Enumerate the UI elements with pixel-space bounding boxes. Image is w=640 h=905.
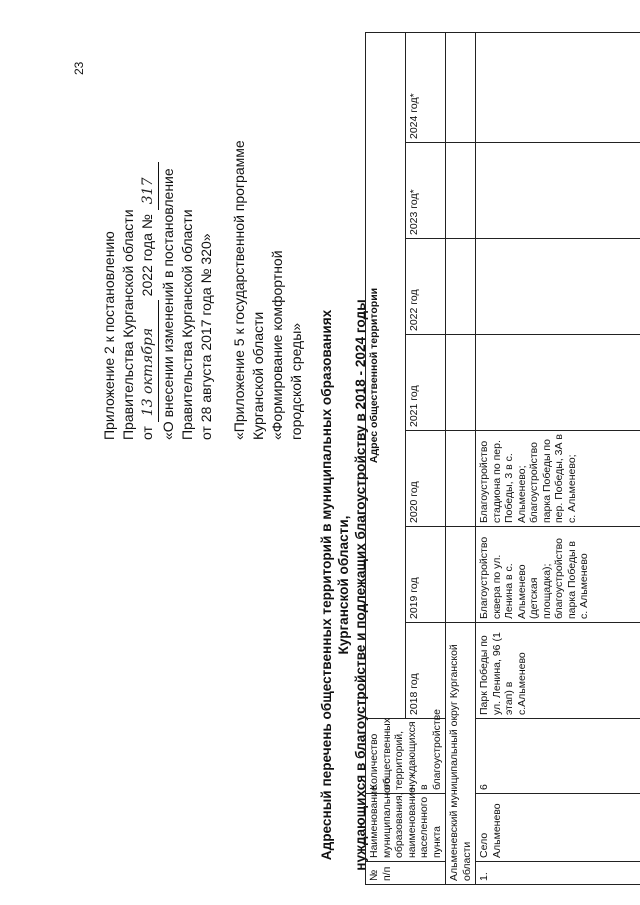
empty-cell — [446, 335, 476, 431]
table-row — [476, 32, 640, 884]
title-line: нуждающихся в благоустройстве и подлежащих благоустройству в 2018 - 2024 годы — [353, 299, 368, 871]
region-cell: Альменевский муниципальный округ Курганской области — [446, 623, 476, 885]
empty-cell — [446, 32, 476, 142]
handwritten-number: 317 — [139, 162, 159, 210]
header-address: Адрес общественной территории — [366, 32, 406, 718]
program-line: «Приложение 5 к государственной программе — [231, 140, 247, 440]
cell-count: 6 — [476, 719, 640, 794]
header-year: 2020 год — [406, 431, 446, 527]
header-row — [366, 32, 406, 884]
appendix-line: от 28 августа 2017 года № 320» — [198, 233, 214, 440]
header-year: 2021 год — [406, 335, 446, 431]
cell-2020: Благоустройство стадиона по пер. Победы, 3 в с. Альменево; благоустройство парка Победы по пер. Победы, 3А в с. Альменево; — [476, 431, 640, 527]
region-row — [446, 32, 476, 884]
empty-cell — [446, 527, 476, 623]
appendix-block — [100, 10, 306, 440]
cell-2018: Парк Победы по ул. Ленина, 96 (1 этап) в с.Альменево — [476, 623, 640, 719]
empty-cell — [446, 431, 476, 527]
header-num: № п/п — [366, 862, 446, 885]
header-year: 2019 год — [406, 527, 446, 623]
cell-2022 — [476, 239, 640, 335]
cell-num: 1. — [476, 862, 640, 885]
header-year: 2022 год — [406, 239, 446, 335]
territory-table — [365, 32, 640, 885]
cell-name: Село Альменево — [476, 794, 640, 862]
cell-2019: Благоустройство сквера по ул. Ленина в с. Альменево (детская площадка); благоустройство парка Победы в с. Альменево — [476, 527, 640, 623]
header-year: 2024 год* — [406, 32, 446, 142]
program-line: «Формирование комфортной — [269, 250, 285, 440]
date-year: 2022 года № — [139, 214, 155, 297]
title-line: Адресный перечень общественных территорий в муниципальных образованиях Курганской области, — [319, 309, 351, 861]
handwritten-date: 13 октября — [139, 300, 159, 422]
program-line: Курганской области — [250, 311, 266, 440]
cell-2021 — [476, 335, 640, 431]
appendix-line: «О внесении изменений в постановление — [160, 168, 176, 440]
appendix-line: Правительства Курганской области — [179, 209, 195, 440]
document-title — [318, 285, 369, 885]
cell-2024 — [476, 32, 640, 142]
empty-cell — [446, 143, 476, 239]
appendix-line: Правительства Курганской области — [120, 209, 136, 440]
header-year: 2018 год — [406, 623, 446, 719]
appendix-date-line — [138, 10, 159, 440]
appendix-line: Приложение 2 к постановлению — [101, 231, 117, 440]
header-year: 2023 год* — [406, 143, 446, 239]
header-count: Количество общественных территорий, нуждающихся в благоустройстве — [366, 719, 446, 794]
empty-cell — [446, 239, 476, 335]
page-number: 23 — [72, 61, 86, 75]
header-name: Наименование муниципального образования, наименование населенного пункта — [366, 794, 446, 862]
date-prefix: от — [139, 426, 155, 440]
cell-2023 — [476, 143, 640, 239]
program-line: городской среды» — [288, 322, 304, 440]
